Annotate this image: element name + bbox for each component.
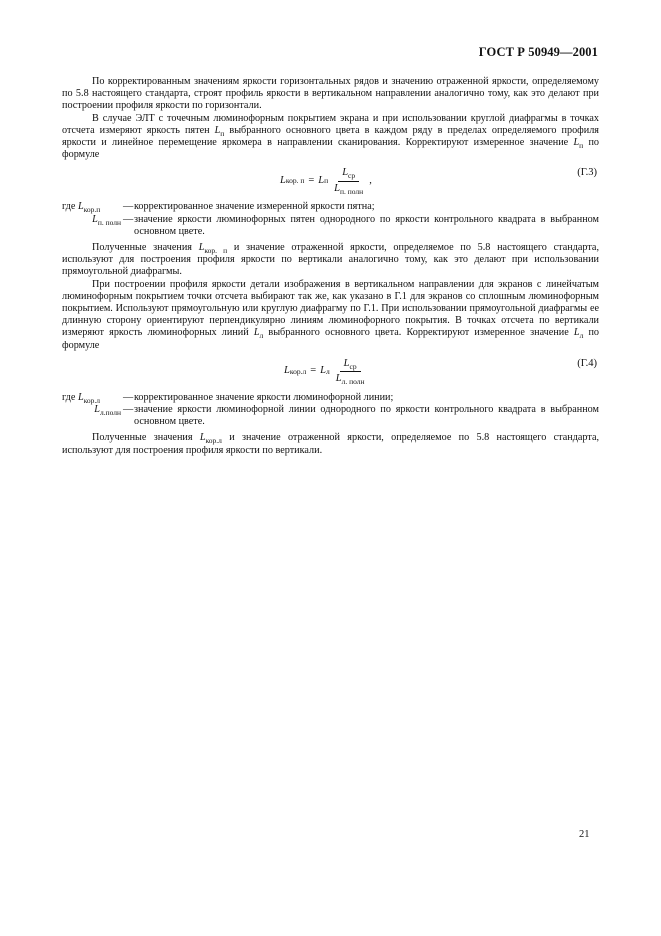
definition-row: $L_{л.полн}$ — значение яркости люминофорной линии однородного по яркости контрольного квадрата в выбранном основном цвете. xyxy=(94,404,599,428)
definition-row: где $L_{кор.п}$ — корректированное значение измеренной яркости пятна; xyxy=(62,201,375,215)
paragraph-5: Полученные значения $L_{кор.л}$ и значение отраженной яркости, определяемое по 5.8 настоящего стандарта, используют для построения профиля яркости по вертикали. xyxy=(62,432,600,456)
paragraph-4: При построении профиля яркости детали изображения в вертикальном направлении для экранов с линейчатым люминофорным покрытием точки отсчета выбирают так же, как указано в Г.1 для экранов со сплошным люминофорным покрытием. Используют прямоугольную или круглую диафрагму по Г.1. При использовании прямоугольной диафрагмы ее длинную сторону ориентируют перпендикулярно линиям люминофорного покрытия. В точках отсчета по вертикали измеряют яркость люминофорных линий $L_л$ выбранного основного цвета. Корректируют измеренное значение $L_л$ по формуле xyxy=(62,278,600,351)
paragraph-2: В случае ЭЛТ с точечным люминофорным покрытием экрана и при использовании круглой диафрагмы в точках отсчета измеряют яркость пятен $L_п$ выбранного основного цвета в каждом ряду в пределах определяемого профиля яркости и линейное перемещение яркомера в направлении сканирования. Корректируют измеренное значение $L_п$ по формуле xyxy=(62,112,600,161)
paragraph-3: Полученные значения $L_{кор. п}$ и значение отраженной яркости, определяемое по 5.8 настоящего стандарта, используют для построения профиля яркости по вертикали аналогично тому, как это делают при использовании прямоугольной диафрагмы. xyxy=(62,242,600,278)
formula-g3: L кор. п = L п $\frac{L_{ср}}{L_{п. полн}}$ , (Г.3) xyxy=(280,167,597,196)
page-number: 21 xyxy=(579,829,590,840)
page-body xyxy=(62,76,599,457)
definitions-g3 xyxy=(62,201,599,238)
paragraph-1: По корректированным значениям яркости горизонтальных рядов и значению отраженной яркости, определяемому по 5.8 настоящего стандарта, строят профиль яркости в вертикальном направлении аналогично тому, как это делают при построении профиля яркости по горизонтали. xyxy=(62,76,599,112)
formula-g3-fraction: $\frac{L_{ср}}{L_{п. полн}}$ xyxy=(334,167,364,196)
definition-row: $L_{п. полн}$ — значение яркости люминофорных пятен однородного по яркости контрольного квадрата в выбранном основном цвете. xyxy=(92,213,599,237)
document-header: ГОСТ Р 50949—2001 xyxy=(478,45,598,59)
definitions-g4 xyxy=(62,392,599,429)
formula-g4: L кор.л = L л $\frac{L_{ср}}{L_{л. полн}}$ (Г.4) xyxy=(284,357,597,387)
formula-g3-number: (Г.3) xyxy=(577,167,597,179)
definition-row: где $L_{кор.л}$ — корректированное значение яркости люминофорной линии; xyxy=(62,391,394,405)
formula-g4-fraction: $\frac{L_{ср}}{L_{л. полн}}$ xyxy=(335,357,365,387)
formula-g4-number: (Г.4) xyxy=(577,357,597,369)
